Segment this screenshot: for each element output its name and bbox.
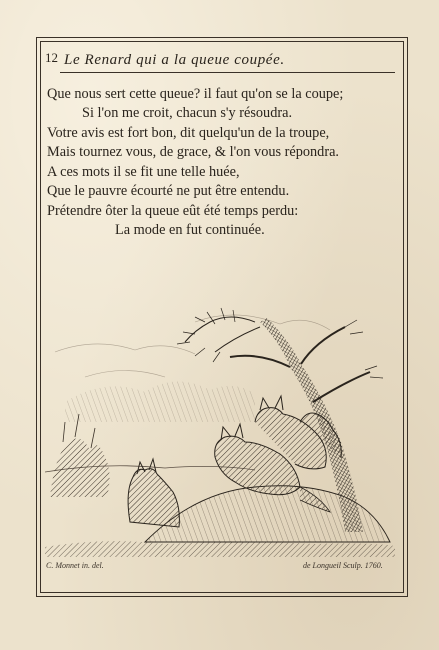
foreground-ground: [45, 541, 395, 557]
verse-line-6: Que le pauvre écourté ne put être entendu.: [47, 183, 290, 199]
verse-line-1: Que nous sert cette queue? il faut qu'on se la coupe;: [47, 86, 344, 102]
verse-line-7: Prétendre ôter la queue eût été temps perdu:: [47, 203, 299, 219]
verse-line-8: La mode en fut continuée.: [115, 222, 265, 238]
verse-line-4: Mais tournez vous, de grace, & l'on vous répondra.: [47, 144, 340, 160]
tailless-fox: [128, 459, 179, 527]
sky-clouds: [55, 315, 330, 422]
left-bushes: [50, 414, 110, 497]
verse-line-2: Si l'on me croit, chacun s'y résoudra.: [82, 105, 293, 121]
credit-engraver: de Longueil Sculp. 1760.: [303, 561, 383, 570]
plate-number: 12: [45, 50, 58, 65]
verse-line-3: Votre avis est fort bon, dit quelqu'un de la troupe,: [47, 125, 330, 141]
engraving-illustration: [45, 282, 395, 562]
verse-line-5: A ces mots il se fit une telle huée,: [47, 164, 240, 180]
title-underline: [60, 72, 395, 73]
fable-title: Le Renard qui a la queue coupée.: [64, 52, 285, 68]
credit-designer: C. Monnet in. del.: [46, 561, 104, 570]
